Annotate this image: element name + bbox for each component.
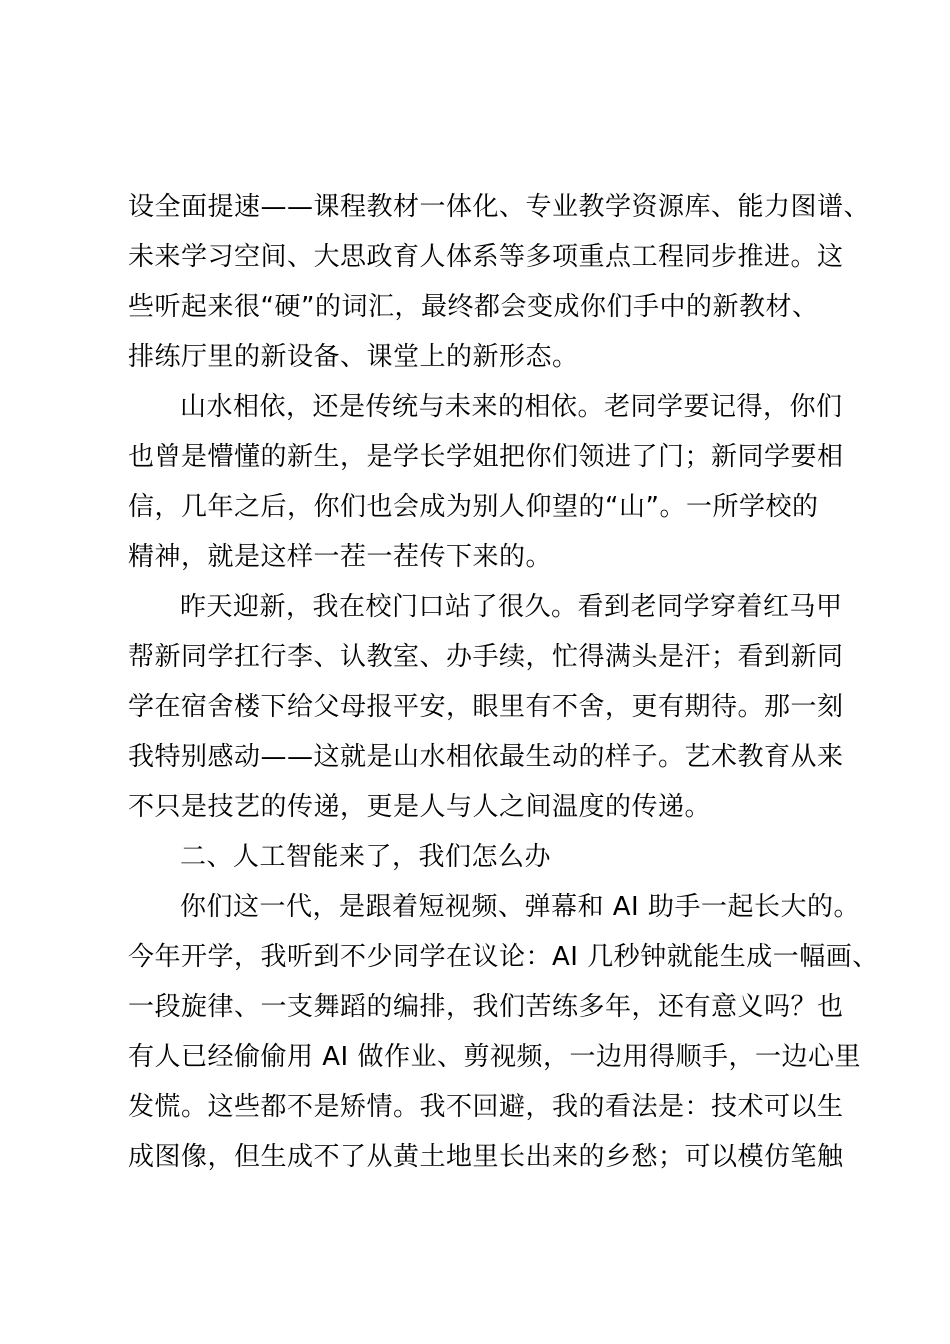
text-line: 未来学习空间、大思政育人体系等多项重点工程同步推进。这: [128, 242, 844, 272]
text-line: 学在宿舍楼下给父母报平安，眼里有不舍，更有期待。那一刻: [128, 692, 844, 722]
text-line: 我特别感动——这就是山水相依最生动的样子。艺术教育从来: [128, 742, 844, 772]
text-line: 山水相依，还是传统与未来的相依。老同学要记得，你们: [180, 392, 843, 422]
paragraph-1: [128, 182, 871, 382]
text-line: 些听起来很“硬”的词汇，最终都会变成你们手中的新教材、: [128, 292, 819, 322]
paragraph-3: [128, 582, 844, 832]
text-line: 设全面提速——课程教材一体化、专业教学资源库、能力图谱、: [128, 192, 871, 222]
paragraph-2: [128, 382, 844, 582]
text-line: 今年开学，我听到不少同学在议论：AI 几秒钟就能生成一幅画、: [128, 942, 879, 972]
text-line: 有人已经偷偷用 AI 做作业、剪视频，一边用得顺手，一边心里: [128, 1042, 861, 1072]
text-line: 也曾是懵懂的新生，是学长学姐把你们领进了门；新同学要相: [128, 442, 844, 472]
text-line: 不只是技艺的传递，更是人与人之间温度的传递。: [128, 792, 712, 822]
text-line: 排练厅里的新设备、课堂上的新形态。: [128, 342, 579, 372]
section-heading: 二、人工智能来了，我们怎么办: [180, 842, 552, 872]
text-line: 一段旋律、一支舞蹈的编排，我们苦练多年，还有意义吗？也: [128, 992, 844, 1022]
text-line: 帮新同学扛行李、认教室、办手续，忙得满头是汗；看到新同: [128, 642, 844, 672]
document-body: [128, 182, 879, 1182]
paragraph-4: [128, 882, 879, 1182]
text-line: 发慌。这些都不是矫情。我不回避，我的看法是：技术可以生: [128, 1092, 844, 1122]
text-line: 成图像，但生成不了从黄土地里长出来的乡愁；可以模仿笔触: [128, 1142, 844, 1172]
text-line: 信，几年之后，你们也会成为别人仰望的“山”。一所学校的: [128, 492, 819, 522]
text-line: 你们这一代，是跟着短视频、弹幕和 AI 助手一起长大的。: [180, 892, 860, 922]
text-line: 昨天迎新，我在校门口站了很久。看到老同学穿着红马甲: [180, 592, 843, 622]
text-line: 精神，就是这样一茬一茬传下来的。: [128, 542, 553, 572]
